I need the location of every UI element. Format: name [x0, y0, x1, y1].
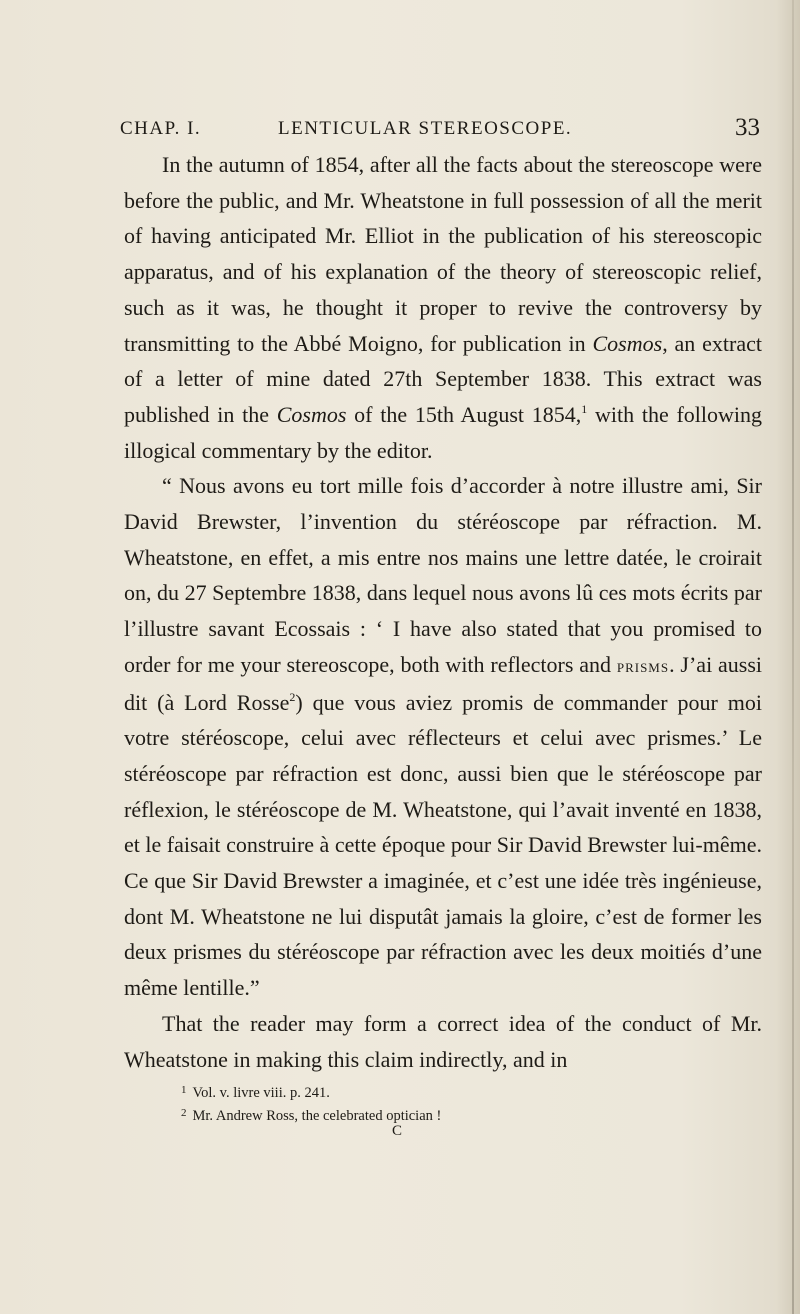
text-run: ) que vous aviez promis de commander pour moi votre stéréoscope, celui avec réflecteurs et celui avec prismes.’ Le stéréoscope par réfraction est donc, aussi bien que le stéréoscope par réflexion, le stéréoscope de M. Wheatstone, qui l’avait inventé en 1838, et le faisait construire à cette époque pour Sir David Brewster lui-même. Ce que Sir David Brewster a imaginée, et c’est une idée très ingénieuse, dont M. Wheatstone ne lui disputât jamais la gloire, c’est de former les deux prismes du stéréoscope par réfraction avec les deux moitiés d’une même lentille.”: [124, 689, 762, 1001]
text-run: In the autumn of 1854, after all the facts about the stereoscope were before the public, and Mr. Wheatstone in full possession of all the merit of having anticipated Mr. Elliot in the publication of his stereoscopic apparatus, and of his explanation of the theory of stereoscopic relief, such as it was, he thought it proper to revive the controversy by transmitting to the Abbé Moigno, for publication in: [124, 152, 762, 356]
footnote-text: Mr. Andrew Ross, the celebrated optician !: [192, 1108, 442, 1124]
footnote-text: Vol. v. livre viii. p. 241.: [192, 1085, 330, 1101]
signature-mark: C: [392, 1123, 403, 1139]
text-run: , an extract of a letter of mine dated 27th September 1838. This extract was published in the: [124, 330, 763, 427]
page-number: 33: [735, 114, 760, 141]
chapter-label: CHAP. I.: [120, 118, 202, 139]
running-header: [120, 114, 760, 144]
small-caps-prisms: prisms: [616, 655, 670, 677]
text-run: with the following illogical commentary by the editor.: [124, 401, 763, 463]
page-edge: [792, 0, 794, 1314]
paragraph-2-quotation: [124, 468, 762, 1006]
footnotes: [181, 1080, 761, 1126]
text-run: “ Nous avons eu tort mille fois d’accorder à notre illustre ami, Sir David Brewster, l’invention du stéréoscope par réfraction. M. Wheatstone, en effet, a mis entre nos mains une lettre datée, le croirait on, du 27 Septembre 1838, dans lequel nous avons lû ces mots écrits par l’illustre savant Ecossais : ‘ I have also stated that you promised to order for me your stereoscope, both with reflectors and: [124, 473, 762, 677]
footnote-number: 1: [181, 1084, 187, 1096]
text-run: of the 15th August 1854,: [346, 401, 582, 427]
paragraph-3: [124, 1006, 762, 1077]
body-text: [124, 147, 762, 1077]
footnote-1: [181, 1080, 761, 1103]
text-run: . J’ai aussi dit (à Lord Rosse: [124, 651, 763, 715]
footnote-ref-1: 1: [581, 401, 588, 416]
footnote-number: 2: [181, 1107, 187, 1119]
paragraph-1: [124, 147, 762, 468]
footnote-2: [181, 1103, 761, 1126]
italic-cosmos: Cosmos: [276, 401, 347, 427]
text-run: That the reader may form a correct idea of the conduct of Mr. Wheatstone in making this claim indirectly, and in: [124, 1010, 762, 1072]
running-title: LENTICULAR STEREOSCOPE.: [278, 118, 573, 139]
italic-cosmos: Cosmos: [592, 330, 663, 356]
footnote-ref-2: 2: [289, 689, 296, 704]
